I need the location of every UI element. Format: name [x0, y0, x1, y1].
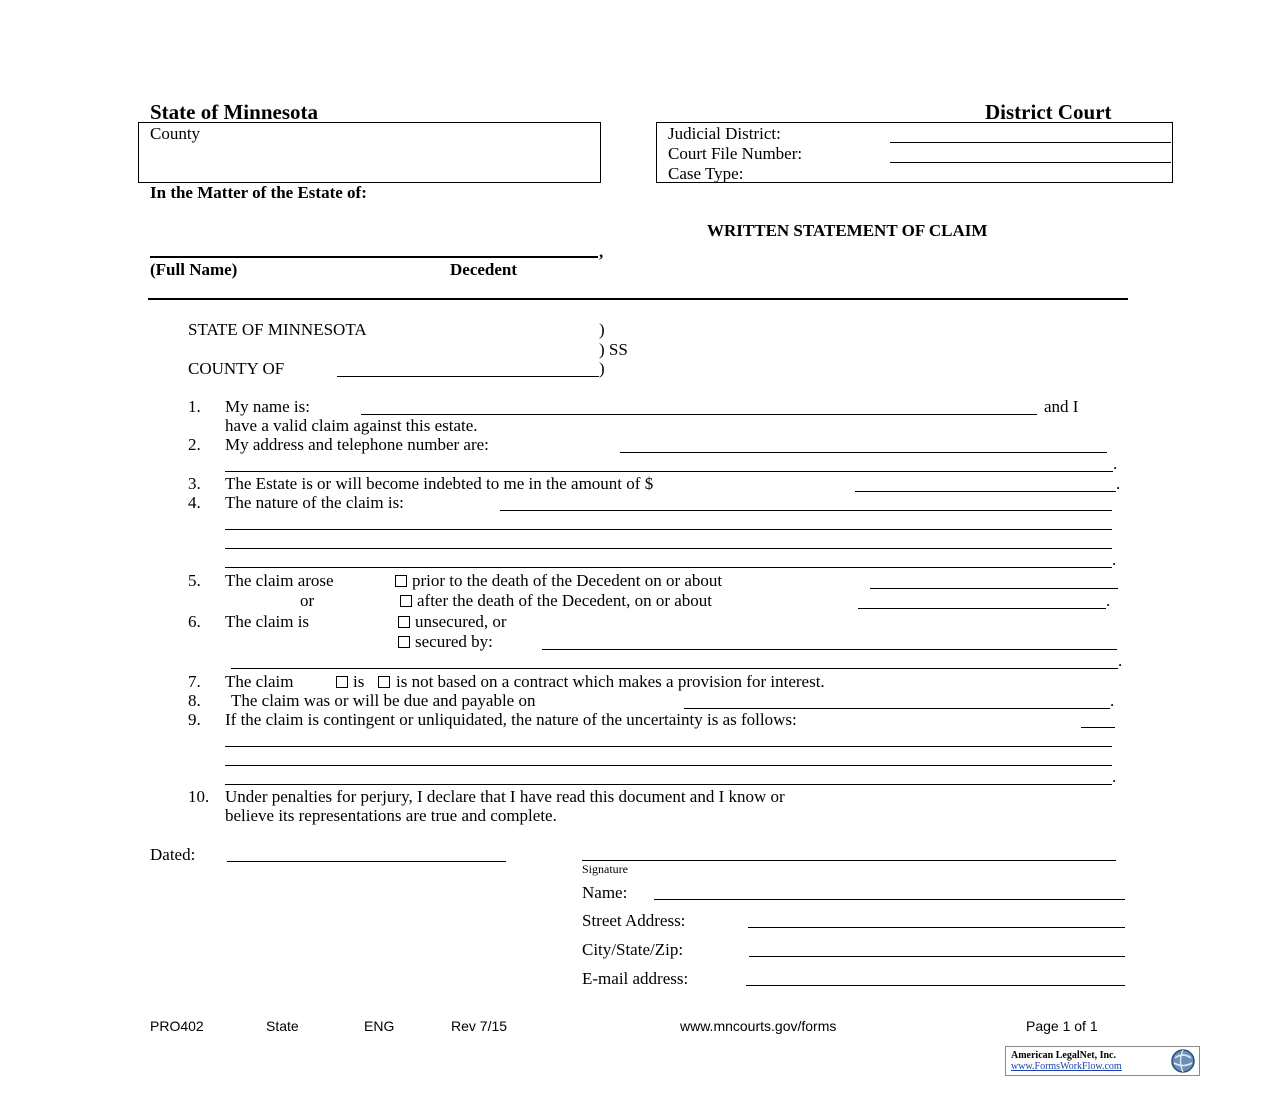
item-10-line-2: believe its representations are true and complete. [225, 806, 557, 825]
venue-state-label: STATE OF MINNESOTA [188, 320, 367, 339]
uncertainty-field-line-1[interactable] [1081, 727, 1115, 728]
after-date-field[interactable] [858, 608, 1106, 609]
unsecured-checkbox[interactable] [398, 616, 410, 628]
court-title: District Court [985, 100, 1112, 124]
caption-divider [148, 298, 1128, 300]
item-9-period: . [1112, 767, 1117, 786]
secured-checkbox[interactable] [398, 636, 410, 648]
form-language: ENG [364, 1018, 395, 1034]
page-number: Page 1 of 1 [1026, 1018, 1098, 1034]
case-type-label: Case Type: [668, 164, 744, 183]
item-7-is: is [353, 672, 365, 691]
globe-icon [1170, 1048, 1196, 1074]
item-2-period: . [1113, 454, 1118, 473]
item-4-period: . [1112, 550, 1117, 569]
item-8-number: 8. [188, 691, 201, 710]
claim-nature-field-line-1[interactable] [500, 510, 1112, 511]
county-label: County [150, 124, 201, 143]
prior-date-field[interactable] [870, 588, 1118, 589]
item-3-label: The Estate is or will become indebted to me in the amount of $ [225, 474, 654, 493]
form-jurisdiction: State [266, 1018, 299, 1034]
item-5-or: or [300, 591, 315, 610]
item-8-period: . [1110, 691, 1115, 710]
item-4-number: 4. [188, 493, 201, 512]
interest-is-checkbox[interactable] [336, 676, 348, 688]
address-field-line-2[interactable] [225, 471, 1113, 472]
item-9-number: 9. [188, 710, 201, 729]
case-type-field[interactable] [890, 182, 1171, 183]
secured-label: secured by: [415, 632, 493, 651]
form-revision: Rev 7/15 [451, 1018, 508, 1034]
decedent-name-field[interactable] [150, 256, 598, 258]
item-1-label: My name is: [225, 397, 310, 416]
venue-paren-1: ) [599, 320, 605, 339]
item-1-suffix: and I [1044, 397, 1079, 416]
forms-website[interactable]: www.mncourts.gov/forms [680, 1018, 837, 1034]
item-1-number: 1. [188, 397, 201, 416]
item-5-prior-label: prior to the death of the Decedent on or about [412, 571, 723, 590]
uncertainty-field-line-2[interactable] [225, 746, 1112, 747]
court-file-number-label: Court File Number: [668, 144, 803, 163]
item-5-number: 5. [188, 571, 201, 590]
city-state-zip-label: City/State/Zip: [582, 940, 684, 959]
signature-field[interactable] [582, 860, 1116, 861]
state-title: State of Minnesota [150, 100, 318, 124]
uncertainty-field-line-3[interactable] [225, 765, 1112, 766]
county-box[interactable] [138, 122, 601, 183]
item-10-number: 10. [188, 787, 210, 806]
due-date-field[interactable] [684, 708, 1110, 709]
item-8-label: The claim was or will be due and payable on [231, 691, 536, 710]
dated-field[interactable] [227, 861, 506, 862]
secured-by-field-line-1[interactable] [542, 649, 1117, 650]
estate-matter-label: In the Matter of the Estate of: [150, 183, 367, 202]
dated-label: Dated: [150, 845, 196, 864]
item-7-rest: is not based on a contract which makes a provision for interest. [396, 672, 825, 691]
secured-by-field-line-2[interactable] [231, 668, 1118, 669]
legalnet-company: American LegalNet, Inc. [1011, 1050, 1116, 1061]
item-6-number: 6. [188, 612, 201, 631]
item-7-number: 7. [188, 672, 201, 691]
signature-label: Signature [582, 862, 628, 876]
item-6-label: The claim is [225, 612, 310, 631]
venue-paren-3: ) [599, 359, 605, 378]
comma: , [599, 242, 604, 261]
item-5-period: . [1106, 591, 1111, 610]
venue-ss-label: ) SS [599, 340, 628, 359]
street-address-field[interactable] [748, 927, 1125, 928]
item-2-number: 2. [188, 435, 201, 454]
city-state-zip-field[interactable] [749, 956, 1125, 957]
venue-county-label: COUNTY OF [188, 359, 285, 378]
judicial-district-field[interactable] [890, 142, 1171, 143]
item-1-continued: have a valid claim against this estate. [225, 416, 478, 435]
address-field-line-1[interactable] [620, 452, 1107, 453]
email-field[interactable] [746, 985, 1125, 986]
item-4-label: The nature of the claim is: [225, 493, 404, 512]
court-file-number-field[interactable] [890, 162, 1171, 163]
item-10-line-1: Under penalties for perjury, I declare that I have read this document and I know or [225, 787, 785, 806]
claimant-name-field[interactable] [361, 414, 1037, 415]
claim-nature-field-line-3[interactable] [225, 548, 1112, 549]
claim-amount-field[interactable] [855, 491, 1116, 492]
legalnet-url[interactable]: www.FormsWorkFlow.com [1011, 1061, 1122, 1072]
name-field[interactable] [654, 899, 1125, 900]
item-3-period: . [1116, 474, 1121, 493]
full-name-label: (Full Name) [150, 260, 238, 279]
item-6-period: . [1118, 651, 1123, 670]
claim-nature-field-line-4[interactable] [225, 567, 1112, 568]
arose-prior-checkbox[interactable] [395, 575, 407, 587]
item-5-label: The claim arose [225, 571, 334, 590]
item-3-number: 3. [188, 474, 201, 493]
venue-county-field[interactable] [337, 376, 599, 377]
interest-is-not-checkbox[interactable] [378, 676, 390, 688]
form-title: WRITTEN STATEMENT OF CLAIM [707, 221, 988, 240]
email-label: E-mail address: [582, 969, 689, 988]
form-code: PRO402 [150, 1018, 204, 1034]
street-address-label: Street Address: [582, 911, 686, 930]
judicial-district-label: Judicial District: [668, 124, 781, 143]
unsecured-label: unsecured, or [415, 612, 507, 631]
claim-nature-field-line-2[interactable] [225, 529, 1112, 530]
item-9-label: If the claim is contingent or unliquidated, the nature of the uncertainty is as follows: [225, 710, 797, 729]
name-label: Name: [582, 883, 628, 902]
item-5-after-label: after the death of the Decedent, on or about [417, 591, 713, 610]
uncertainty-field-line-4[interactable] [225, 784, 1112, 785]
decedent-label: Decedent [450, 260, 518, 279]
item-7-label: The claim [225, 672, 294, 691]
arose-after-checkbox[interactable] [400, 595, 412, 607]
legalnet-badge[interactable] [1005, 1046, 1200, 1076]
item-2-label: My address and telephone number are: [225, 435, 489, 454]
